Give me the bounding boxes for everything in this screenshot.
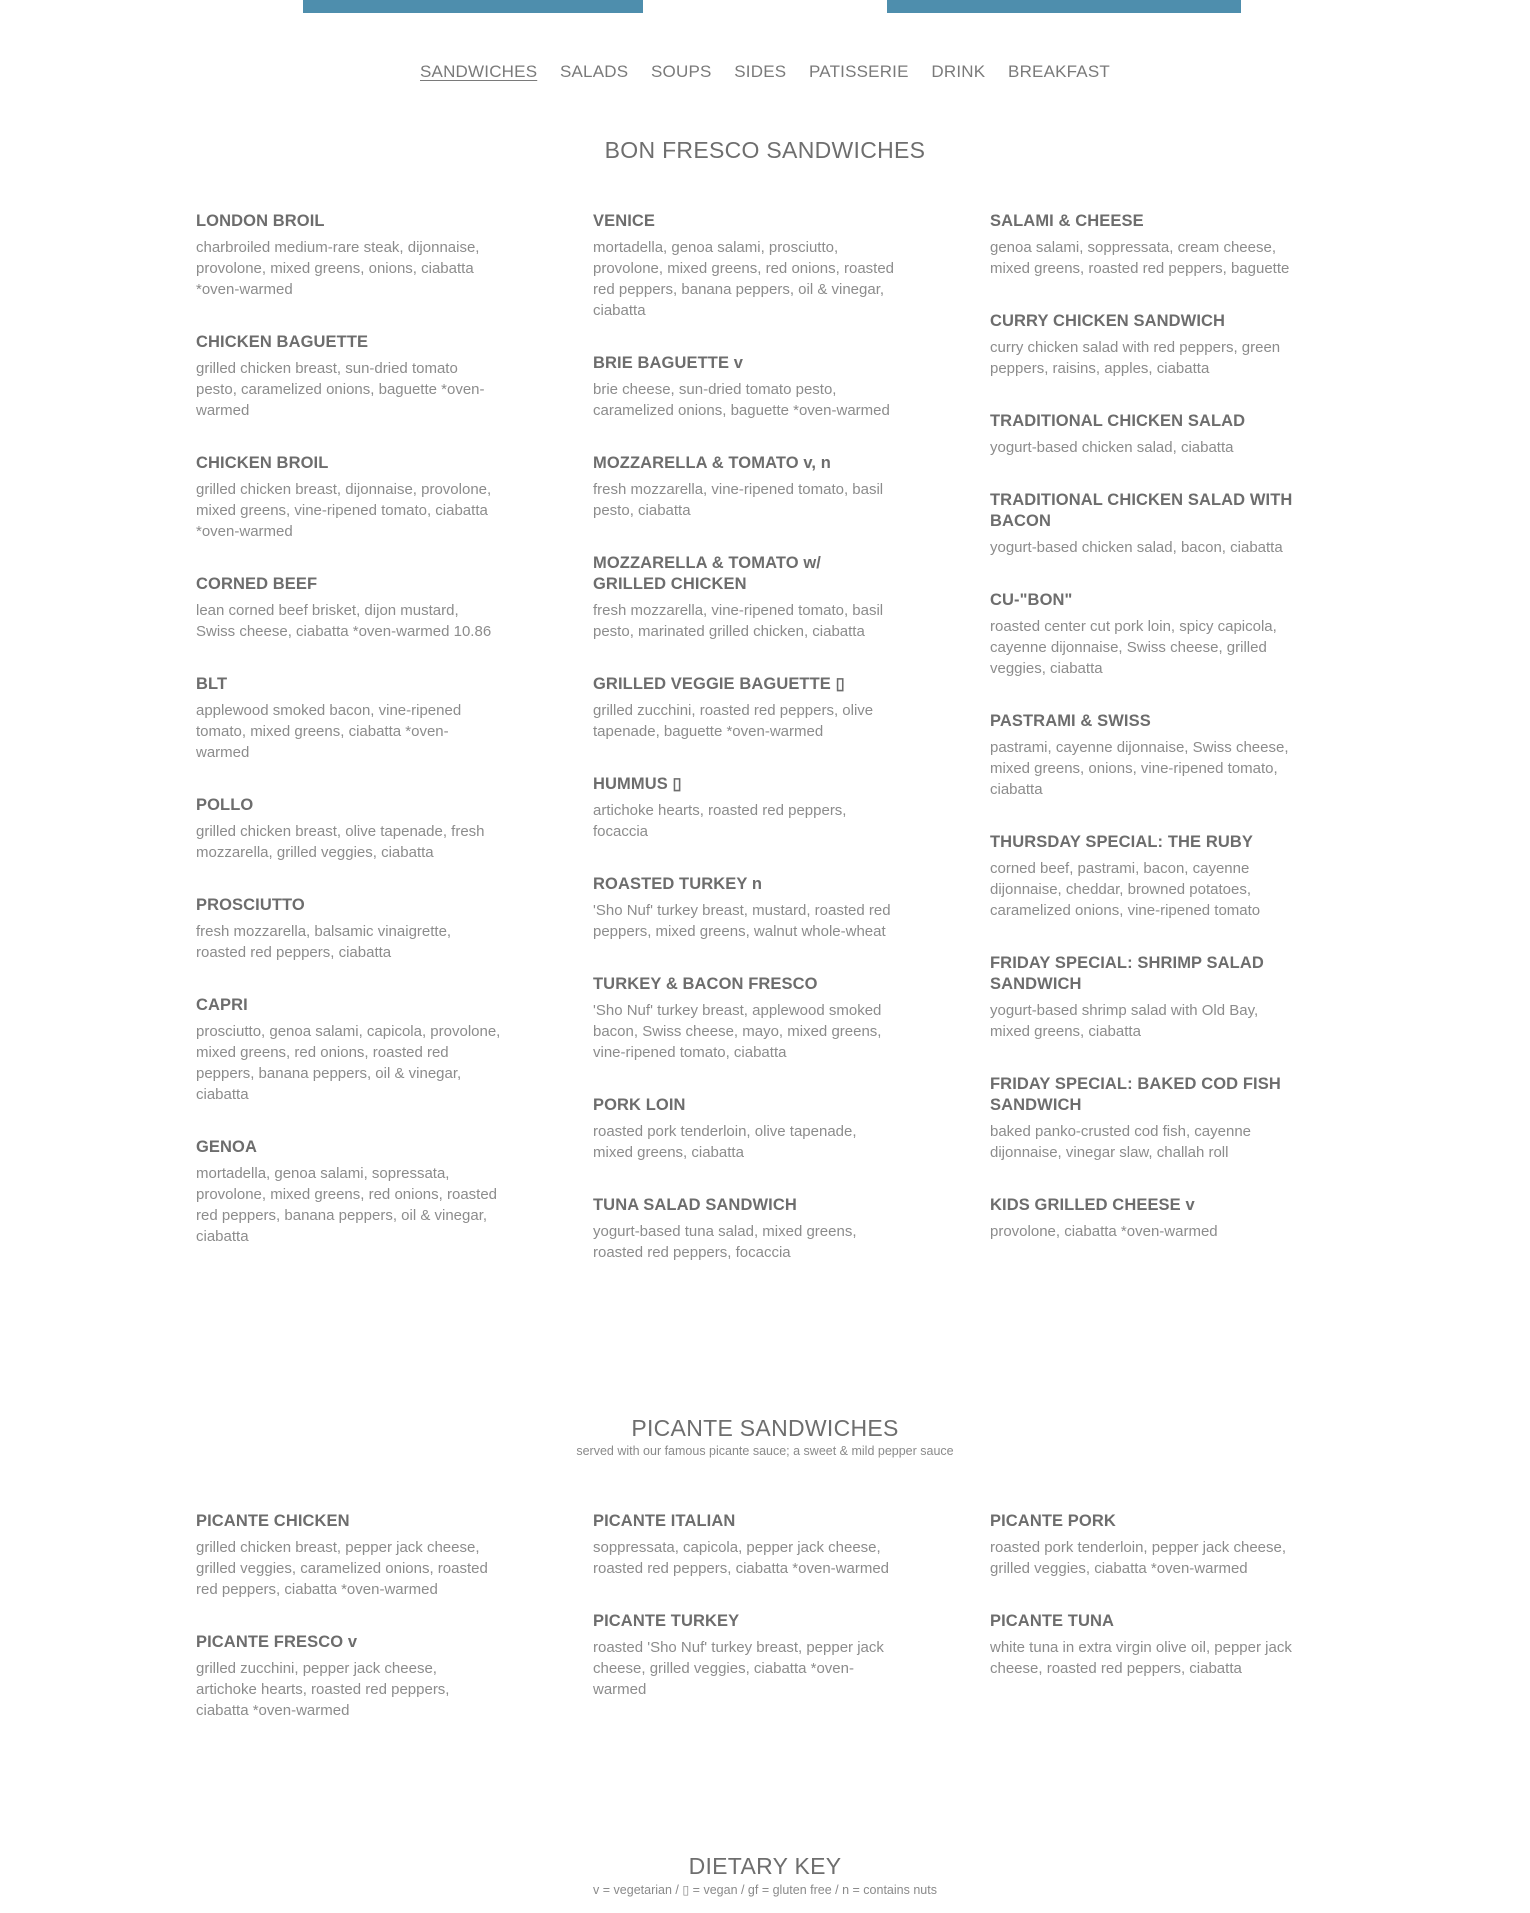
menu-item (990, 411, 1295, 458)
menu-item (593, 974, 898, 1063)
menu-item (196, 795, 501, 863)
menu-item-name: VENICE (593, 212, 656, 230)
menu-item-description: yogurt-based tuna salad, mixed greens, roasted red peppers, focaccia (593, 1223, 857, 1261)
menu-item (593, 1611, 898, 1700)
menu-item-description: grilled chicken breast, olive tapenade, fresh mozzarella, grilled veggies, ciabatta (196, 823, 485, 861)
menu-item-name: TUNA SALAD SANDWICH (593, 1196, 797, 1214)
menu-item (196, 995, 501, 1105)
menu-item-name: TRADITIONAL CHICKEN SALAD (990, 412, 1246, 430)
menu-item-description: roasted center cut pork loin, spicy capicola, cayenne dijonnaise, Swiss cheese, grilled veggies, ciabatta (990, 618, 1277, 677)
menu-item (196, 211, 501, 300)
menu-item-name: POLLO (196, 796, 254, 814)
menu-item-name: CHICKEN BAGUETTE (196, 333, 369, 351)
nav-tab-sides[interactable]: SIDES (734, 62, 787, 81)
menu-item-name: SALAMI & CHEESE (990, 212, 1144, 230)
menu-column (990, 1511, 1336, 1753)
menu-item (990, 211, 1295, 279)
menu-item-description: prosciutto, genoa salami, capicola, provolone, mixed greens, red onions, roasted red peppers, banana peppers, oil & vinegar, ciabatta (196, 1023, 501, 1103)
menu-item-name: PICANTE TUNA (990, 1612, 1115, 1630)
menu-item-name: CU-"BON" (990, 591, 1073, 609)
menu-item (196, 1511, 501, 1600)
menu-item (196, 1632, 501, 1721)
menu-item-description: yogurt-based shrimp salad with Old Bay, mixed greens, ciabatta (990, 1002, 1259, 1040)
menu-item (990, 1195, 1295, 1242)
menu-item-name: GENOA (196, 1138, 258, 1156)
menu-item-name: CAPRI (196, 996, 248, 1014)
menu-item-description: grilled chicken breast, dijonnaise, provolone, mixed greens, vine-ripened tomato, ciabatta *oven-warmed (196, 481, 492, 540)
menu-item-description: provolone, ciabatta *oven-warmed (990, 1223, 1218, 1240)
menu-item-name: TRADITIONAL CHICKEN SALAD WITH BACON (990, 491, 1293, 530)
menu-item-description: yogurt-based chicken salad, ciabatta (990, 439, 1234, 456)
menu-item-name: PICANTE ITALIAN (593, 1512, 736, 1530)
menu-item (196, 895, 501, 963)
nav-tab-breakfast[interactable]: BREAKFAST (1008, 62, 1110, 81)
picante-section-title: PICANTE SANDWICHES (631, 1415, 899, 1441)
menu-column (196, 211, 593, 1295)
menu-item (196, 674, 501, 763)
menu-item-description: roasted pork tenderloin, pepper jack cheese, grilled veggies, ciabatta *oven-warmed (990, 1539, 1287, 1577)
menu-item-name: MOZZARELLA & TOMATO v, n (593, 454, 831, 472)
menu-column (593, 1511, 990, 1753)
menu-item-description: curry chicken salad with red peppers, green peppers, raisins, apples, ciabatta (990, 339, 1281, 377)
menu-item (593, 874, 898, 942)
menu-item (593, 1511, 898, 1579)
menu-item-name: HUMMUS ▯ (593, 775, 682, 793)
menu-item (990, 590, 1295, 679)
menu-item-description: pastrami, cayenne dijonnaise, Swiss cheese, mixed greens, onions, vine-ripened tomato, ciabatta (990, 739, 1289, 798)
menu-column (593, 211, 990, 1295)
menu-item-description: artichoke hearts, roasted red peppers, focaccia (593, 802, 847, 840)
bon-fresco-menu-grid (196, 211, 1336, 1295)
menu-item-name: CORNED BEEF (196, 575, 318, 593)
menu-item-name: FRIDAY SPECIAL: BAKED COD FISH SANDWICH (990, 1075, 1281, 1114)
menu-column (196, 1511, 593, 1753)
menu-item-description: genoa salami, soppressata, cream cheese, mixed greens, roasted red peppers, baguette (990, 239, 1290, 277)
menu-item-name: PICANTE TURKEY (593, 1612, 740, 1630)
menu-item-description: roasted 'Sho Nuf' turkey breast, pepper jack cheese, grilled veggies, ciabatta *oven-warmed (593, 1639, 884, 1698)
menu-item-description: grilled zucchini, roasted red peppers, olive tapenade, baguette *oven-warmed (593, 702, 874, 740)
menu-item-description: corned beef, pastrami, bacon, cayenne dijonnaise, cheddar, browned potatoes, caramelized onions, vine-ripened tomato (990, 860, 1261, 919)
picante-menu-grid (196, 1511, 1336, 1753)
menu-item-description: 'Sho Nuf' turkey breast, applewood smoked bacon, Swiss cheese, mayo, mixed greens, vine-ripened tomato, ciabatta (593, 1002, 882, 1061)
menu-item-name: MOZZARELLA & TOMATO w/ GRILLED CHICKEN (593, 554, 821, 593)
menu-item-name: BRIE BAGUETTE v (593, 354, 744, 372)
bon-fresco-section-title: BON FRESCO SANDWICHES (604, 137, 926, 163)
menu-item (593, 553, 898, 642)
menu-item-description: brie cheese, sun-dried tomato pesto, caramelized onions, baguette *oven-warmed (593, 381, 890, 419)
menu-item-name: TURKEY & BACON FRESCO (593, 975, 818, 993)
menu-item (593, 1195, 898, 1263)
menu-item (990, 953, 1295, 1042)
menu-item-name: CHICKEN BROIL (196, 454, 329, 472)
nav-tab-drink[interactable]: DRINK (931, 62, 986, 81)
menu-item (196, 332, 501, 421)
menu-item-name: PASTRAMI & SWISS (990, 712, 1151, 730)
menu-item-name: LONDON BROIL (196, 212, 325, 230)
menu-item-description: fresh mozzarella, vine-ripened tomato, basil pesto, ciabatta (593, 481, 884, 519)
dietary-key-text: v = vegetarian / ▯ = vegan / gf = gluten free / n = contains nuts (593, 1883, 937, 1897)
menu-item-description: yogurt-based chicken salad, bacon, ciabatta (990, 539, 1283, 556)
menu-item (593, 774, 898, 842)
menu-item-name: PICANTE CHICKEN (196, 1512, 350, 1530)
menu-item-name: ROASTED TURKEY n (593, 875, 763, 893)
menu-item-description: grilled zucchini, pepper jack cheese, artichoke hearts, roasted red peppers, ciabatta *oven-warmed (196, 1660, 450, 1719)
menu-item-name: PORK LOIN (593, 1096, 686, 1114)
menu-item-description: grilled chicken breast, pepper jack cheese, grilled veggies, caramelized onions, roasted red peppers, ciabatta *oven-warmed (196, 1539, 488, 1598)
menu-item-description: applewood smoked bacon, vine-ripened tomato, mixed greens, ciabatta *oven-warmed (196, 702, 462, 761)
menu-item (196, 1137, 501, 1247)
nav-tab-patisserie[interactable]: PATISSERIE (809, 62, 909, 81)
menu-item-description: mortadella, genoa salami, prosciutto, provolone, mixed greens, red onions, roasted red peppers, banana peppers, oil & vinegar, ciabatta (593, 239, 895, 319)
menu-item-description: lean corned beef brisket, dijon mustard, Swiss cheese, ciabatta *oven-warmed 10.86 (196, 602, 492, 640)
menu-item (990, 1074, 1295, 1163)
menu-item (990, 711, 1295, 800)
menu-item (990, 1611, 1295, 1679)
menu-item-name: THURSDAY SPECIAL: THE RUBY (990, 833, 1253, 851)
menu-item (990, 1511, 1295, 1579)
nav-tab-soups[interactable]: SOUPS (651, 62, 712, 81)
menu-item (593, 674, 898, 742)
menu-item (196, 574, 501, 642)
menu-item-description: charbroiled medium-rare steak, dijonnaise, provolone, mixed greens, onions, ciabatta *oven-warmed (196, 239, 480, 298)
menu-item (196, 453, 501, 542)
menu-item-name: GRILLED VEGGIE BAGUETTE ▯ (593, 675, 845, 693)
dietary-key-title: DIETARY KEY (688, 1853, 842, 1879)
menu-column (990, 211, 1336, 1295)
menu-item-description: fresh mozzarella, vine-ripened tomato, basil pesto, marinated grilled chicken, ciabatta (593, 602, 884, 640)
picante-section-subtitle: served with our famous picante sauce; a sweet & mild pepper sauce (576, 1444, 954, 1458)
menu-item (593, 353, 898, 421)
menu-item-description: roasted pork tenderloin, olive tapenade, mixed greens, ciabatta (593, 1123, 857, 1161)
top-action-button-right[interactable] (887, 0, 1241, 13)
top-action-button-left[interactable] (303, 0, 643, 13)
menu-item-description: fresh mozzarella, balsamic vinaigrette, roasted red peppers, ciabatta (196, 923, 452, 961)
nav-tab-salads[interactable]: SALADS (559, 62, 629, 81)
menu-item-description: baked panko-crusted cod fish, cayenne dijonnaise, vinegar slaw, challah roll (990, 1123, 1251, 1161)
menu-item-name: PROSCIUTTO (196, 896, 305, 914)
menu-item-description: grilled chicken breast, sun-dried tomato pesto, caramelized onions, baguette *oven-warmed (196, 360, 485, 419)
menu-category-nav (0, 62, 1530, 82)
menu-item-name: CURRY CHICKEN SANDWICH (990, 312, 1226, 330)
menu-item-description: 'Sho Nuf' turkey breast, mustard, roasted red peppers, mixed greens, walnut whole-wheat (593, 902, 891, 940)
menu-item-description: white tuna in extra virgin olive oil, pepper jack cheese, roasted red peppers, ciabatta (990, 1639, 1292, 1677)
menu-item-name: BLT (196, 675, 228, 693)
menu-item (593, 453, 898, 521)
menu-item (593, 1095, 898, 1163)
menu-item (990, 490, 1295, 558)
menu-item-name: PICANTE FRESCO v (196, 1633, 358, 1651)
menu-item (593, 211, 898, 321)
menu-item-name: PICANTE PORK (990, 1512, 1116, 1530)
menu-item-name: FRIDAY SPECIAL: SHRIMP SALAD SANDWICH (990, 954, 1264, 993)
menu-item-description: mortadella, genoa salami, sopressata, provolone, mixed greens, red onions, roasted red peppers, banana peppers, oil & vinegar, ciabatta (196, 1165, 498, 1245)
nav-tab-sandwiches[interactable]: SANDWICHES (420, 62, 538, 81)
menu-item (990, 311, 1295, 379)
menu-item-description: soppressata, capicola, pepper jack cheese, roasted red peppers, ciabatta *oven-warmed (593, 1539, 890, 1577)
menu-item-name: KIDS GRILLED CHEESE v (990, 1196, 1195, 1214)
menu-item (990, 832, 1295, 921)
